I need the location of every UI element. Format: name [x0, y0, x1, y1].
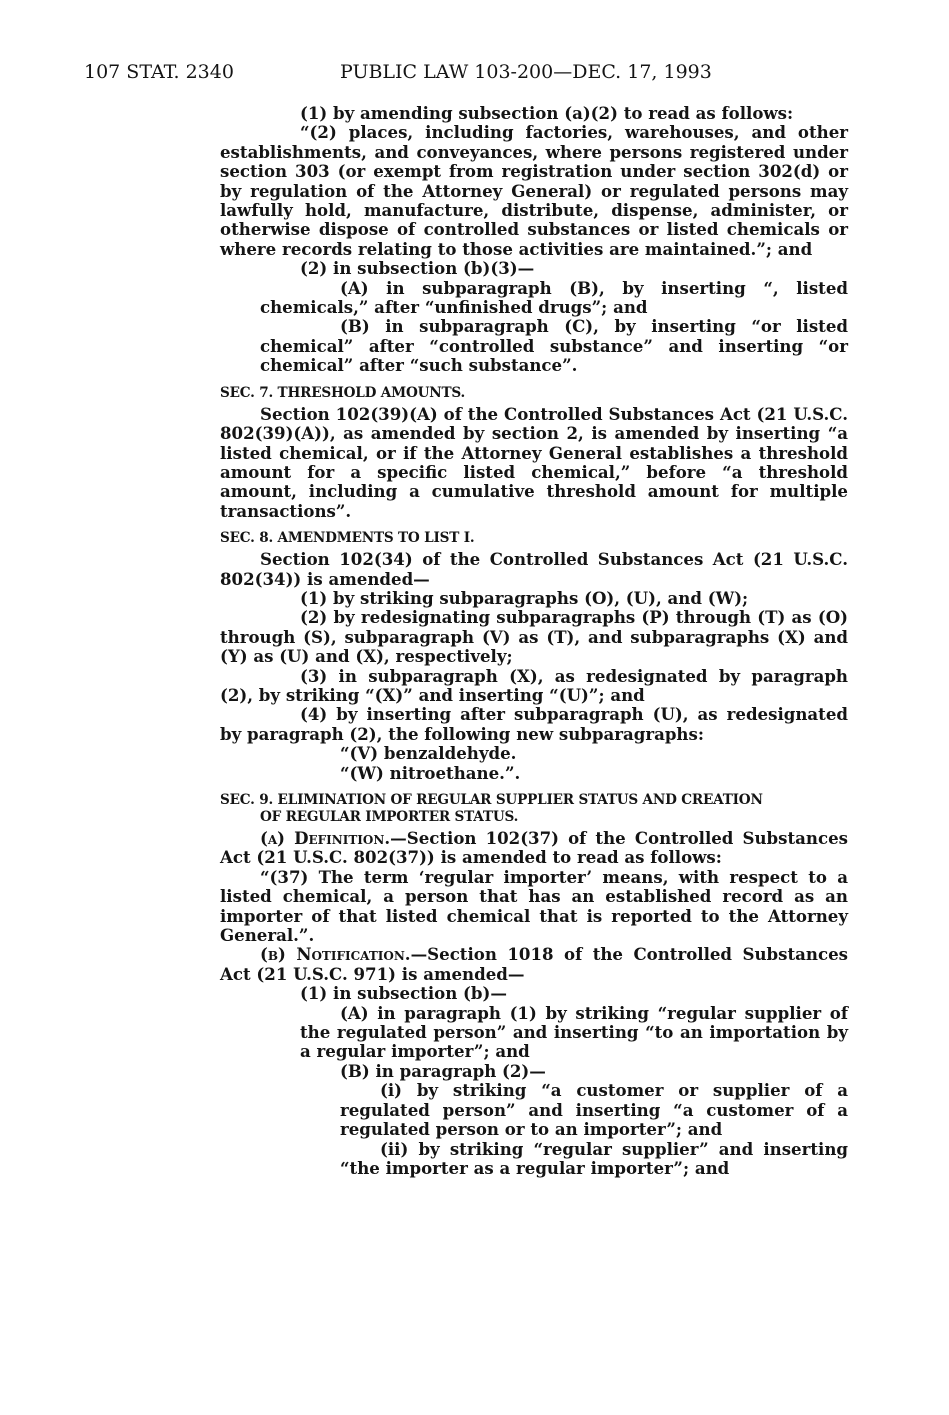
paragraph: Section 102(39)(A) of the Controlled Substances Act (21 U.S.C. 802(39)(A)), as amended by section 2, is amended by inserting “a listed chemical, or if the Attorney General establishes a threshold amount for a specific listed chemical,” before “a threshold amount, including a cumulative threshold amount for multiple transactions”. — [220, 403, 848, 521]
subsection-label: (b) Notification. — [260, 944, 411, 965]
section-heading-9-line1: SEC. 9. ELIMINATION OF REGULAR SUPPLIER STATUS AND CREATION — [220, 792, 763, 808]
subsection-label: (a) Definition. — [260, 828, 391, 848]
paragraph: (4) by inserting after subparagraph (U), as redesignated by paragraph (2), the following new subparagraphs: — [220, 704, 848, 744]
section-heading-9-line2: OF REGULAR IMPORTER STATUS. — [260, 809, 519, 825]
clause: (ii) by striking “regular supplier” and inserting “the importer as a regular importer”; and — [340, 1138, 848, 1178]
subparagraph: (B) in paragraph (2)— — [340, 1060, 546, 1081]
subsection-text: —Section 102(37) of the Controlled Substances Act (21 U.S.C. 802(37)) is amended to read as follows: — [220, 828, 848, 868]
paragraph: (1) by striking subparagraphs (O), (U), and (W); — [300, 587, 749, 608]
public-law-citation: PUBLIC LAW 103-200—DEC. 17, 1993 — [340, 61, 712, 83]
paragraph — [220, 945, 848, 984]
paragraph: (2) by redesignating subparagraphs (P) through (T) as (O) through (S), subparagraph (V) as (T), and subparagraphs (X) and (Y) as (U) and (X), respectively; — [220, 607, 848, 667]
quoted-paragraph: “(37) The term ‘regular importer’ means, with respect to a listed chemical, a person that has an established record as an importer of that listed chemical that is reported to the Attorney General.”. — [220, 866, 848, 946]
paragraph: (3) in subparagraph (X), as redesignated by paragraph (2), by striking “(X)” and inserting “(U)”; and — [220, 665, 848, 705]
stat-page-number: 107 STAT. 2340 — [84, 61, 234, 83]
section-heading-8: SEC. 8. AMENDMENTS TO LIST I. — [220, 530, 475, 547]
subparagraph: (A) in subparagraph (B), by inserting “, listed chemicals,” after “unfinished drugs”; and — [260, 277, 848, 318]
paragraph: (1) by amending subsection (a)(2) to read as follows: — [300, 103, 794, 123]
section-heading-9 — [220, 792, 848, 826]
paragraph: (1) in subsection (b)— — [300, 983, 507, 1004]
subparagraph: (A) in paragraph (1) by striking “regular supplier of the regulated person” and inserting “to an importation by a regular importer”; and — [300, 1002, 848, 1062]
quoted-item: “(V) benzaldehyde. — [340, 743, 517, 764]
paragraph — [220, 829, 848, 868]
quoted-paragraph: “(2) places, including factories, warehouses, and other establishments, and conveyances, where persons registered under section 303 (or exempt from registration under section 302(d) or by regulation of the Attorney General) or regulated persons may lawfully hold, manufacture, distribute, dispense, administer, or otherwise dispose of controlled substances or listed chemicals or where records relating to those activities are maintained.”; and — [220, 122, 848, 259]
paragraph: Section 102(34) of the Controlled Substances Act (21 U.S.C. 802(34)) is amended— — [220, 549, 848, 589]
section-heading-7: SEC. 7. THRESHOLD AMOUNTS. — [220, 384, 466, 401]
subsection-text: —Section 1018 of the Controlled Substances Act (21 U.S.C. 971) is amended— — [220, 944, 848, 984]
document-body — [220, 104, 848, 1178]
paragraph: (2) in subsection (b)(3)— — [300, 258, 535, 279]
quoted-item: “(W) nitroethane.”. — [340, 762, 521, 783]
page-header — [84, 58, 824, 86]
subparagraph: (B) in subparagraph (C), by inserting “or listed chemical” after “controlled substance” and inserting “or chemical” after “such substance”. — [260, 316, 848, 376]
clause: (i) by striking “a customer or supplier of a regulated person” and inserting “a customer of a regulated person or to an importer”; and — [340, 1080, 848, 1140]
